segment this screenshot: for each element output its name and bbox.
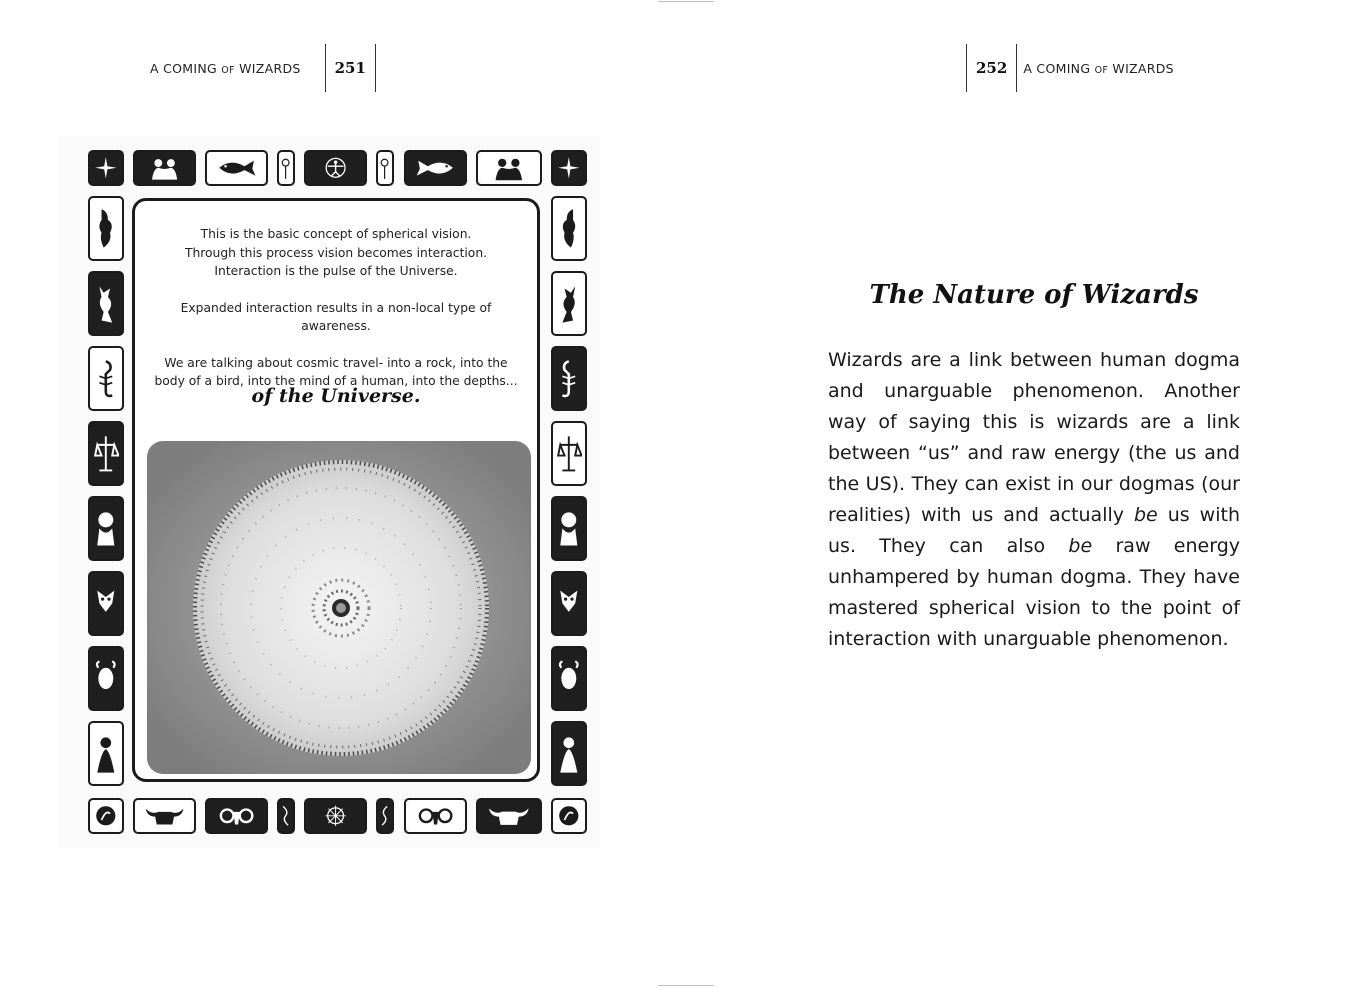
- fold-mark-bottom: [658, 985, 714, 986]
- ram-icon: [404, 798, 467, 834]
- rose-icon: [376, 150, 394, 186]
- panel-title: of the Universe.: [251, 385, 421, 407]
- lizard-icon: [551, 798, 587, 834]
- spherical-vision-illustration: [147, 441, 531, 774]
- sun-man-icon: [304, 798, 367, 834]
- goat-icon: [88, 271, 124, 336]
- panel-line: We are talking about cosmic travel- into a rock, into the: [164, 355, 508, 370]
- scorpion-icon: [88, 346, 124, 411]
- panel-line: Interaction is the pulse of the Universe.: [214, 264, 458, 278]
- running-title-right: A COMING OF WIZARDS: [1023, 60, 1174, 76]
- lion-icon: [551, 496, 587, 561]
- mask-icon: [551, 571, 587, 636]
- gemini-twins-icon: [133, 150, 196, 186]
- fish-icon: [205, 150, 268, 186]
- bull-icon: [476, 798, 542, 834]
- capricorn-icon: [88, 196, 124, 261]
- twist-icon: [277, 798, 295, 834]
- capricorn-icon: [551, 196, 587, 261]
- page-number-left: 251: [334, 59, 366, 77]
- panel-line: This is the basic concept of spherical vision.: [200, 227, 472, 241]
- virgin-icon: [551, 721, 587, 786]
- panel-text: [145, 225, 527, 391]
- scorpion-icon: [551, 346, 587, 411]
- virgin-icon: [88, 721, 124, 786]
- fold-mark-top: [658, 1, 714, 2]
- panel-line: body of a bird, into the mind of a human, into the depths...: [154, 374, 518, 388]
- crab-icon: [88, 646, 124, 711]
- twist-icon: [376, 798, 394, 834]
- crab-icon: [551, 646, 587, 711]
- mask-icon: [88, 571, 124, 636]
- scales-icon: [551, 421, 587, 486]
- star-icon: [551, 150, 587, 186]
- ram-icon: [205, 798, 268, 834]
- spherical-vision-panel: [132, 198, 540, 782]
- fish-icon: [404, 150, 467, 186]
- bull-icon: [133, 798, 196, 834]
- panel-line: Expanded interaction results in a non-local type of awareness.: [180, 300, 492, 333]
- running-header-right: [966, 44, 1174, 92]
- page-number-right: 252: [976, 59, 1008, 77]
- vitruvian-man-icon: [304, 150, 367, 186]
- gemini-twins-icon: [476, 150, 542, 186]
- star-icon: [88, 150, 124, 186]
- chapter-title: The Nature of Wizards: [869, 280, 1199, 310]
- body-paragraph: Wizards are a link between human dogma and unarguable phenomenon. Another way of saying this is wizards are a link between “us” and raw energy (the us and the US). They can exist in our dogmas (our realities) with us and actually be us with us. They can also be raw energy unhampered by human dogma. They have mastered spherical vision to the point of interaction with unarguable phenomenon.: [828, 349, 1241, 650]
- lion-icon: [88, 496, 124, 561]
- running-title-left: A COMING OF WIZARDS: [150, 60, 301, 76]
- running-header-left: [150, 44, 376, 92]
- panel-line: Through this process vision becomes interaction.: [184, 245, 488, 260]
- header-rule: [1016, 44, 1017, 92]
- scales-icon: [88, 421, 124, 486]
- goat-icon: [551, 271, 587, 336]
- rose-icon: [277, 150, 295, 186]
- lizard-icon: [88, 798, 124, 834]
- zodiac-plate: [58, 136, 600, 848]
- header-rule: [375, 44, 376, 92]
